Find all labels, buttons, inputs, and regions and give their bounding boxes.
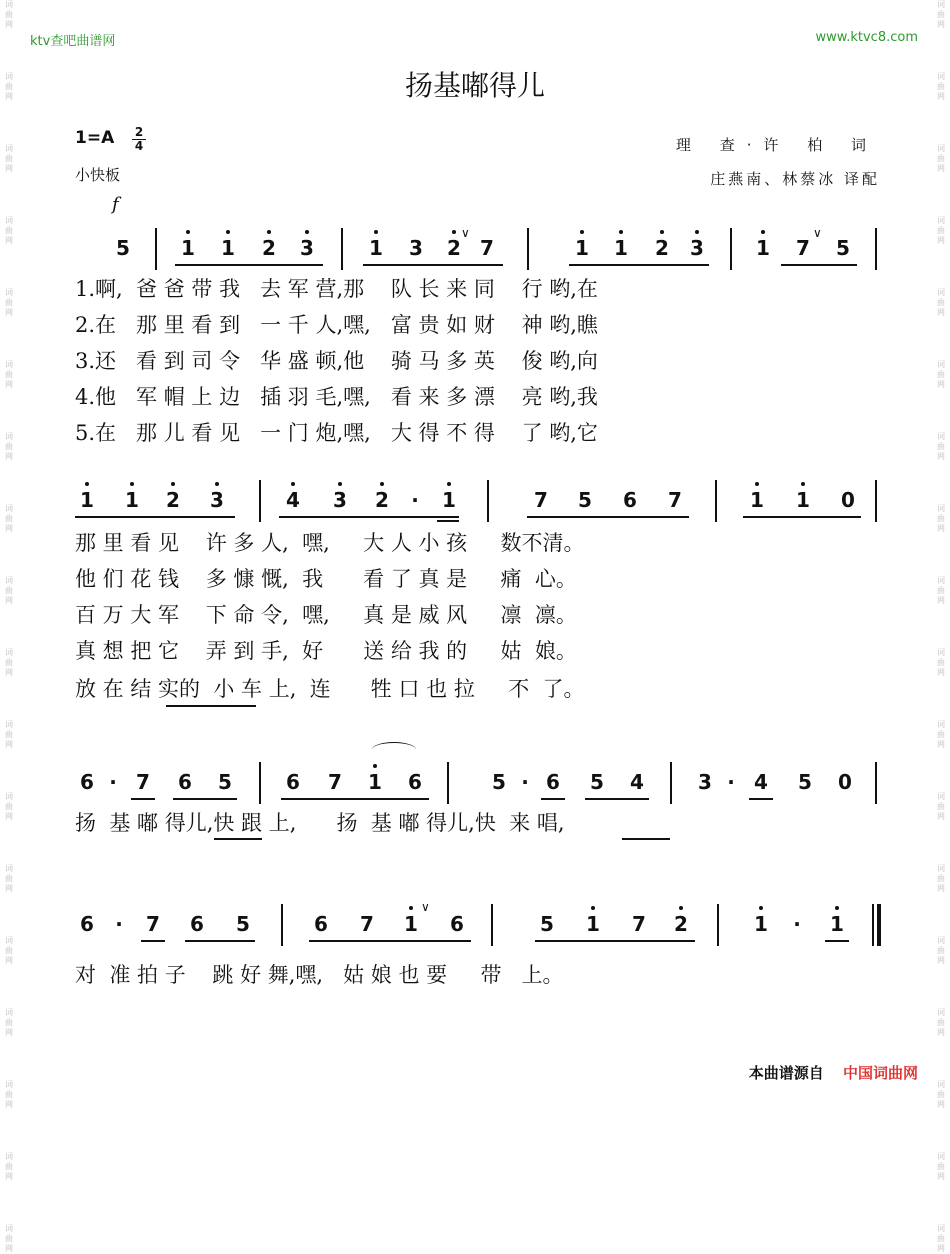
lyric-underline bbox=[622, 838, 670, 840]
final-barline bbox=[877, 904, 881, 946]
note: 5 bbox=[798, 770, 812, 794]
note: 5 bbox=[492, 770, 506, 794]
watermark-text: 词 曲 网 bbox=[937, 1152, 945, 1181]
barline bbox=[259, 762, 261, 804]
tempo-marking: 小快板 bbox=[75, 166, 121, 184]
note: 5 bbox=[578, 488, 592, 512]
note: 0 bbox=[841, 488, 855, 512]
note: 1 bbox=[365, 770, 385, 794]
chorus-line-2: 对 准 拍 子 跳 好 舞,嘿, 姑 娘 也 要 带 上。 bbox=[75, 963, 564, 987]
note: 1 bbox=[572, 236, 592, 260]
barline bbox=[730, 228, 732, 270]
time-signature bbox=[132, 126, 146, 153]
verse-3-line-1: 3.还 看 到 司 令 华 盛 顿,他 骑 马 多 英 俊 哟,向 bbox=[75, 349, 598, 373]
note: 2 bbox=[671, 912, 691, 936]
note: 7 bbox=[146, 912, 160, 936]
watermark-text: 词 曲 网 bbox=[5, 864, 13, 893]
note: 6 bbox=[314, 912, 328, 936]
watermark-text: 词 曲 网 bbox=[5, 1224, 13, 1253]
chorus-line-1: 扬 基 嘟 得儿,快 跟 上, 扬 基 嘟 得儿,快 来 唱, bbox=[75, 811, 565, 835]
verse-4-line-1: 4.他 军 帽 上 边 插 羽 毛,嘿, 看 来 多 漂 亮 哟,我 bbox=[75, 385, 598, 409]
note: 1 bbox=[793, 488, 813, 512]
note: 1 bbox=[77, 488, 97, 512]
watermark-text: 词 曲 网 bbox=[937, 1080, 945, 1109]
note: 7 bbox=[534, 488, 548, 512]
note: 5 bbox=[590, 770, 604, 794]
note: 7 bbox=[136, 770, 150, 794]
note: 6 bbox=[546, 770, 560, 794]
watermark-text: 词 曲 网 bbox=[5, 432, 13, 461]
watermark-text: 词 曲 网 bbox=[5, 0, 13, 29]
note: 7 bbox=[632, 912, 646, 936]
note: 5 bbox=[218, 770, 232, 794]
verse-5-line-2: 放 在 结 实的 小 车 上, 连 牲 口 也 拉 不 了。 bbox=[75, 677, 585, 701]
beam bbox=[309, 940, 471, 942]
note: 6 bbox=[450, 912, 464, 936]
note: 1 bbox=[401, 912, 421, 936]
note: 6 bbox=[80, 912, 94, 936]
note: 1 bbox=[611, 236, 631, 260]
note: 7 bbox=[360, 912, 374, 936]
barline bbox=[875, 762, 877, 804]
watermark-text: 词 曲 网 bbox=[937, 576, 945, 605]
watermark-text: 词 曲 网 bbox=[5, 576, 13, 605]
watermark-text: 词 曲 网 bbox=[937, 936, 945, 965]
note: 1 bbox=[583, 912, 603, 936]
watermark-text: 词 曲 网 bbox=[937, 360, 945, 389]
barline bbox=[875, 480, 877, 522]
beam bbox=[363, 264, 503, 266]
note: 4 bbox=[283, 488, 303, 512]
watermark-text: 词 曲 网 bbox=[5, 288, 13, 317]
note: 2 bbox=[444, 236, 464, 260]
note: 3 bbox=[687, 236, 707, 260]
lyricist-credit: 理 查·许 柏 词 bbox=[675, 136, 878, 154]
note: 6 bbox=[190, 912, 204, 936]
note: 3 bbox=[698, 770, 712, 794]
beam bbox=[541, 798, 565, 800]
beam bbox=[281, 798, 429, 800]
key-signature: 1=A bbox=[75, 128, 115, 148]
watermark-text: 词 曲 网 bbox=[937, 864, 945, 893]
note: 6 bbox=[80, 770, 94, 794]
watermark-text: 词 曲 网 bbox=[937, 432, 945, 461]
watermark-text: 词 曲 网 bbox=[5, 1152, 13, 1181]
beam bbox=[173, 798, 237, 800]
note: · bbox=[411, 488, 419, 512]
note: 6 bbox=[408, 770, 422, 794]
barline bbox=[259, 480, 261, 522]
verse-1-line-2: 那 里 看 见 许 多 人, 嘿, 大 人 小 孩 数不清。 bbox=[75, 531, 585, 555]
note: 7 bbox=[796, 236, 810, 260]
note: 1 bbox=[122, 488, 142, 512]
watermark-text: 词 曲 网 bbox=[937, 648, 945, 677]
note: · bbox=[521, 770, 529, 794]
note: 1 bbox=[218, 236, 238, 260]
barline bbox=[717, 904, 719, 946]
beam bbox=[141, 940, 165, 942]
note: · bbox=[727, 770, 735, 794]
watermark-text: 词 曲 网 bbox=[937, 0, 945, 29]
verse-2-line-1: 2.在 那 里 看 到 一 千 人,嘿, 富 贵 如 财 神 哟,瞧 bbox=[75, 313, 598, 337]
barline bbox=[872, 904, 874, 946]
watermark-text: 词 曲 网 bbox=[937, 216, 945, 245]
watermark-text: 词 曲 网 bbox=[5, 1080, 13, 1109]
time-numerator: 2 bbox=[132, 126, 146, 140]
verse-1-line-1: 1.啊, 爸 爸 带 我 去 军 营,那 队 长 来 同 行 哟,在 bbox=[75, 277, 598, 301]
note: 7 bbox=[668, 488, 682, 512]
beam bbox=[825, 940, 849, 942]
note: 3 bbox=[330, 488, 350, 512]
watermark-left bbox=[2, 0, 16, 1253]
watermark-text: 词 曲 网 bbox=[5, 72, 13, 101]
watermark-text: 词 曲 网 bbox=[5, 216, 13, 245]
source-site: 中国词曲网 bbox=[842, 1064, 918, 1082]
note: 5 bbox=[116, 236, 130, 260]
lyric-underline bbox=[214, 838, 262, 840]
note: 6 bbox=[286, 770, 300, 794]
watermark-right bbox=[934, 0, 948, 1253]
beam bbox=[131, 798, 155, 800]
barline bbox=[155, 228, 157, 270]
verse-5-line-1: 5.在 那 儿 看 见 一 门 炮,嘿, 大 得 不 得 了 哟,它 bbox=[75, 421, 598, 445]
note: 1 bbox=[751, 912, 771, 936]
watermark-text: 词 曲 网 bbox=[5, 504, 13, 533]
note: 5 bbox=[836, 236, 850, 260]
watermark-text: 词 曲 网 bbox=[937, 1008, 945, 1037]
note: 2 bbox=[652, 236, 672, 260]
beam bbox=[175, 264, 323, 266]
verse-2-line-2: 他 们 花 钱 多 慷 慨, 我 看 了 真 是 痛 心。 bbox=[75, 567, 577, 591]
source-label: 本曲谱源自 bbox=[748, 1064, 824, 1082]
watermark-text: 词 曲 网 bbox=[5, 1008, 13, 1037]
beam bbox=[743, 516, 861, 518]
translator-credit: 庄燕南、林蔡冰 译配 bbox=[710, 170, 880, 188]
slur bbox=[372, 742, 416, 757]
note: 4 bbox=[754, 770, 768, 794]
note: 2 bbox=[163, 488, 183, 512]
watermark-text: 词 曲 网 bbox=[5, 648, 13, 677]
barline bbox=[487, 480, 489, 522]
note: 5 bbox=[540, 912, 554, 936]
barline bbox=[491, 904, 493, 946]
beam bbox=[781, 264, 857, 266]
watermark-text: 词 曲 网 bbox=[937, 720, 945, 749]
breath-mark: ∨ bbox=[813, 226, 822, 240]
watermark-text: 词 曲 网 bbox=[5, 144, 13, 173]
beam bbox=[75, 516, 235, 518]
watermark-text: 词 曲 网 bbox=[5, 720, 13, 749]
note: 1 bbox=[366, 236, 386, 260]
note: · bbox=[109, 770, 117, 794]
watermark-text: 词 曲 网 bbox=[937, 792, 945, 821]
watermark-text: 词 曲 网 bbox=[5, 360, 13, 389]
barline bbox=[527, 228, 529, 270]
beam bbox=[185, 940, 255, 942]
note: · bbox=[115, 912, 123, 936]
site-name-left: ktv查吧曲谱网 bbox=[30, 34, 116, 49]
beam bbox=[527, 516, 689, 518]
barline bbox=[281, 904, 283, 946]
watermark-text: 词 曲 网 bbox=[937, 72, 945, 101]
watermark-text: 词 曲 网 bbox=[937, 288, 945, 317]
beam bbox=[535, 940, 695, 942]
time-denominator: 4 bbox=[134, 139, 144, 153]
note: 5 bbox=[236, 912, 250, 936]
watermark-text: 词 曲 网 bbox=[5, 792, 13, 821]
note: 7 bbox=[480, 236, 494, 260]
beam bbox=[569, 264, 709, 266]
note: 6 bbox=[178, 770, 192, 794]
dynamic-marking: f bbox=[112, 194, 119, 215]
source-credit bbox=[749, 1062, 918, 1083]
note: 3 bbox=[297, 236, 317, 260]
verse-3-line-2: 百 万 大 军 下 命 令, 嘿, 真 是 威 风 凛 凛。 bbox=[75, 603, 577, 627]
note: 1 bbox=[747, 488, 767, 512]
lyric-underline bbox=[166, 705, 256, 707]
beam bbox=[437, 520, 459, 522]
note: 1 bbox=[827, 912, 847, 936]
verse-4-line-2: 真 想 把 它 弄 到 手, 好 送 给 我 的 姑 娘。 bbox=[75, 639, 577, 663]
watermark-text: 词 曲 网 bbox=[5, 936, 13, 965]
note: 1 bbox=[178, 236, 198, 260]
breath-mark: ∨ bbox=[461, 226, 470, 240]
note: 6 bbox=[623, 488, 637, 512]
beam bbox=[749, 798, 773, 800]
note: 3 bbox=[409, 236, 423, 260]
beam bbox=[585, 798, 649, 800]
watermark-text: 词 曲 网 bbox=[937, 144, 945, 173]
barline bbox=[447, 762, 449, 804]
barline bbox=[715, 480, 717, 522]
breath-mark: ∨ bbox=[421, 900, 430, 914]
watermark-text: 词 曲 网 bbox=[937, 1224, 945, 1253]
beam bbox=[279, 516, 459, 518]
note: 1 bbox=[439, 488, 459, 512]
note: 7 bbox=[328, 770, 342, 794]
barline bbox=[670, 762, 672, 804]
barline bbox=[341, 228, 343, 270]
site-url-right: www.ktvc8.com bbox=[815, 30, 918, 45]
note: 2 bbox=[259, 236, 279, 260]
note: · bbox=[793, 912, 801, 936]
barline bbox=[875, 228, 877, 270]
song-title: 扬基嘟得儿 bbox=[404, 69, 545, 102]
note: 1 bbox=[753, 236, 773, 260]
note: 0 bbox=[838, 770, 852, 794]
note: 4 bbox=[630, 770, 644, 794]
note: 2 bbox=[372, 488, 392, 512]
note: 3 bbox=[207, 488, 227, 512]
watermark-text: 词 曲 网 bbox=[937, 504, 945, 533]
